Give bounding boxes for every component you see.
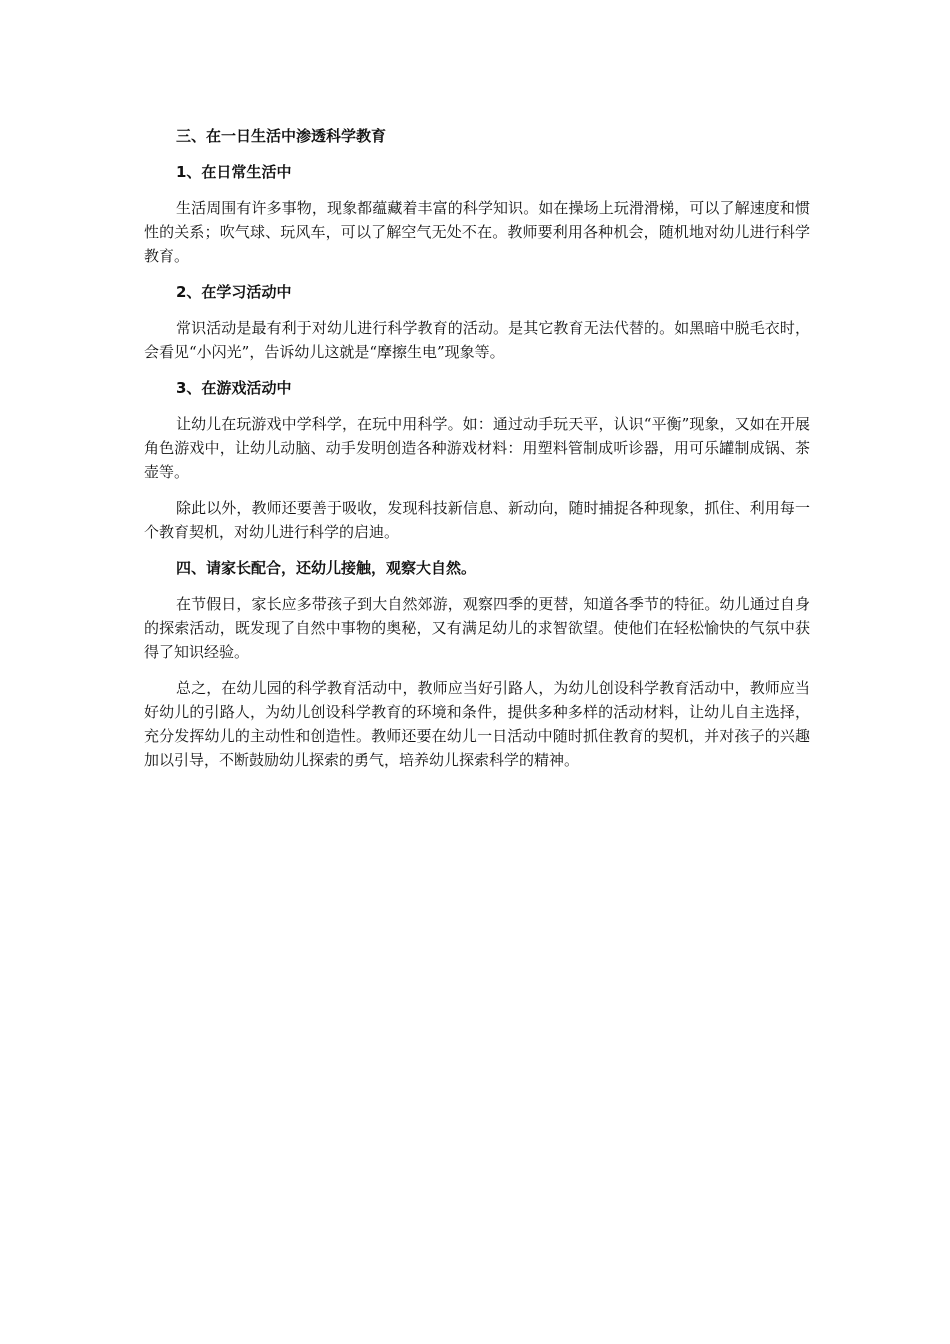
paragraph-games: 让幼儿在玩游戏中学科学，在玩中用科学。如：通过动手玩天平，认识“平衡”现象，又如在开展角色游戏中，让幼儿动脑、动手发明创造各种游戏材料：用塑料管制成听诊器，用可乐罐制成锅、茶壶等。 [144,415,810,481]
subsection-heading-daily-life: 1、在日常生活中 [176,163,292,181]
section-heading-4: 四、请家长配合，还幼儿接触，观察大自然。 [176,559,477,577]
paragraph-additionally: 除此以外，教师还要善于吸收，发现科技新信息、新动向，随时捕捉各种现象，抓住、利用每一个教育契机，对幼儿进行科学的启迪。 [144,499,810,541]
paragraph-holidays: 在节假日，家长应多带孩子到大自然郊游，观察四季的更替，知道各季节的特征。幼儿通过自身的探索活动，既发现了自然中事物的奥秘，又有满足幼儿的求智欲望。使他们在轻松愉快的气氛中获得了知识经验。 [144,595,810,661]
subsection-heading-games: 3、在游戏活动中 [176,379,292,397]
paragraph-conclusion: 总之，在幼儿园的科学教育活动中，教师应当好引路人，为幼儿创设科学教育活动中，教师应当好幼儿的引路人，为幼儿创设科学教育的环境和条件，提供多种多样的活动材料，让幼儿自主选择，充分发挥幼儿的主动性和创造性。教师还要在幼儿一日活动中随时抓住教育的契机，并对孩子的兴趣加以引导，不断鼓励幼儿探索的勇气，培养幼儿探索科学的精神。 [144,679,810,769]
section-heading-3: 三、在一日生活中渗透科学教育 [176,127,387,145]
paragraph-daily-life: 生活周围有许多事物，现象都蕴藏着丰富的科学知识。如在操场上玩滑滑梯，可以了解速度和惯性的关系；吹气球、玩风车，可以了解空气无处不在。教师要利用各种机会，随机地对幼儿进行科学教育。 [144,199,810,265]
paragraph-learning: 常识活动是最有利于对幼儿进行科学教育的活动。是其它教育无法代替的。如黑暗中脱毛衣时，会看见“小闪光”，告诉幼儿这就是“摩擦生电”现象等。 [144,319,810,361]
document-body [144,124,810,784]
subsection-heading-learning: 2、在学习活动中 [176,283,292,301]
